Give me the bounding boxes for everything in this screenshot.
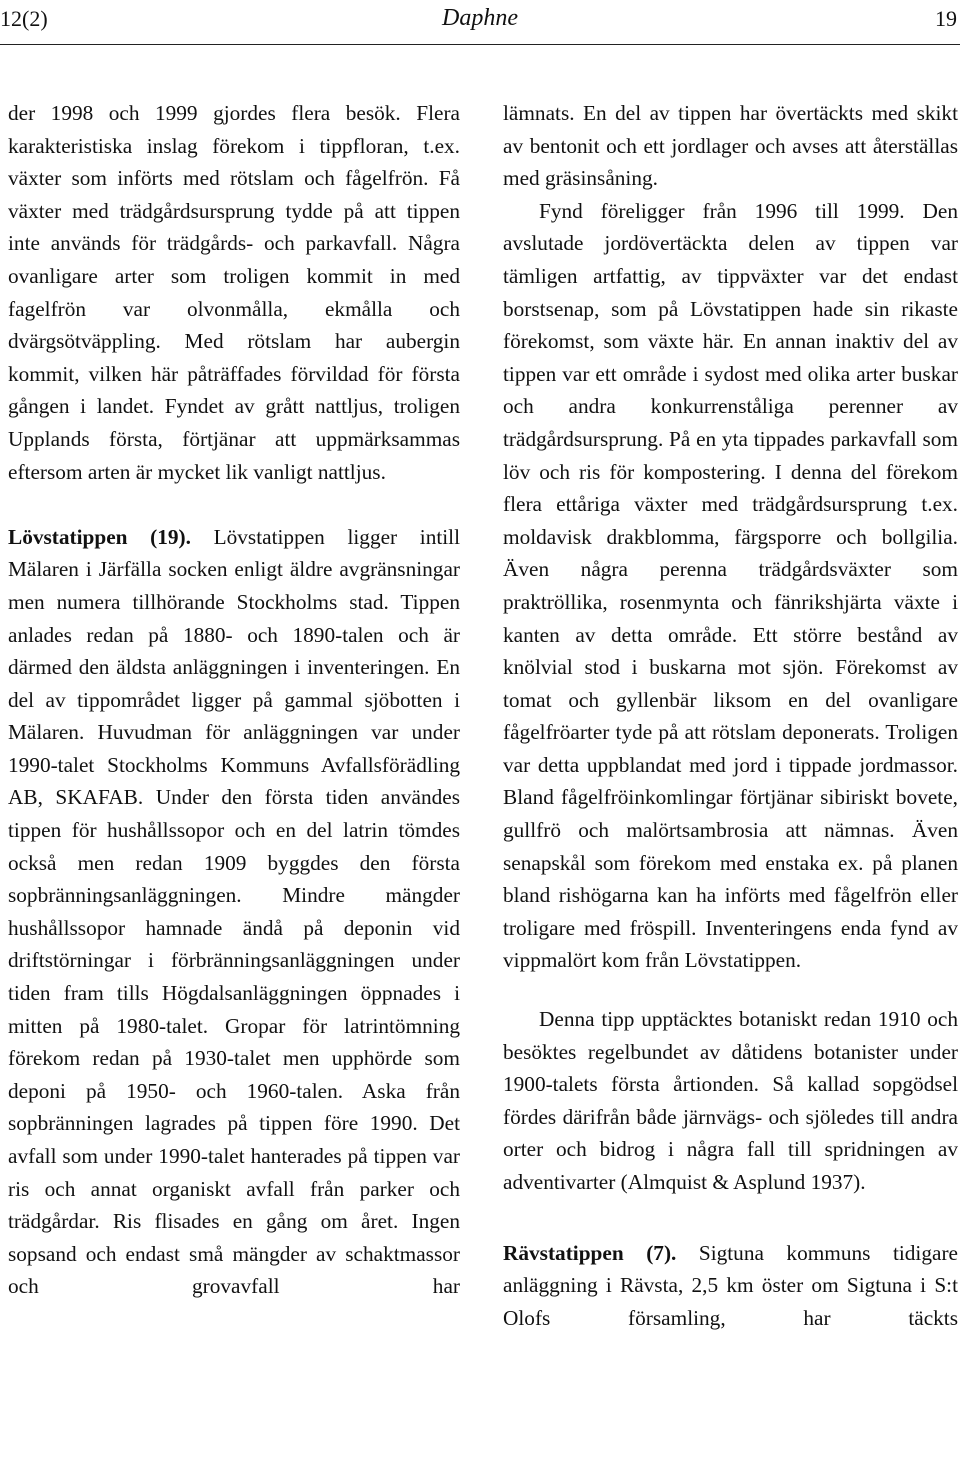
issue-number: 12(2) [0, 6, 48, 31]
paragraph: lämnats. En del av tippen har övertäckts med skikt av bentonit och ett jordlager och avses att återställas med gräsinsåning. [503, 101, 958, 191]
left-column [8, 97, 460, 1303]
right-column [503, 97, 958, 1334]
running-header [0, 0, 960, 50]
section-heading: Rävstatippen (7). [503, 1240, 677, 1265]
paragraph [503, 1237, 958, 1335]
journal-title: Daphne [442, 5, 518, 31]
page-number: 19 [935, 6, 957, 31]
paragraph-body: Lövstatippen ligger intill Mälaren i Järfälla socken enligt äldre avgränsningar men numera tillhörande Stockholms stad. Tippen anlades redan på 1880- och 1890-talen och är därmed den äldsta anläggningen i inventeringen. En del av tippområdet ligger på gammal sjöbotten i Mälaren. Huvudman för anläggningen var under 1990-talet Stockholms Kommuns Avfallsförädling AB, SKAFAB. Under den första tiden användes tippen för hushållssopor och en del latrin tömdes också men redan 1909 byggdes den första sopbränningsanläggningen. Mindre mängder hushållssopor hamnade ändå på deponin vid driftstörningar i förbränningsanläggningen under tiden fram tills Högdalsanläggningen öppnades i mitten på 1980-talet. Gropar för latrintömning förekom redan på 1930-talet men upphörde som deponi på 1950- och 1960-talen. Aska från sopbränningen lagrades på tippen före 1990. Det avfall som under 1990-talet hanterades på tippen var ris och annat organiskt avfall från parker och trädgårdar. Ris flisades en gång om året. Ingen sopsand och endast små mängder av schaktmassor och grovavfall har [8, 524, 461, 1299]
paragraph-body: Sigtuna kommuns tidigare anläggning i Rävsta, 2,5 km öster om Sigtuna i S:t Olofs församling, har täckts [503, 1240, 958, 1330]
header-rule [0, 44, 960, 45]
paragraph: Denna tipp upptäcktes botaniskt redan 1910 och besöktes regelbundet av dåtidens botanister under 1900-talets första årtionden. Så kallad sopgödsel fördes därifrån både järnvägs- och sjöledes till andra orter och bidrog i några fall till spridningen av adventivarter (Almquist & Asplund 1937). [503, 1007, 958, 1194]
paragraph [8, 521, 460, 1303]
paragraph: der 1998 och 1999 gjordes flera besök. Flera karakteristiska inslag förekom i tippfloran, t.ex. växter som införts med rötslam och fågelfrön. Få växter med trädgårdsursprung tydde på att tippen inte används för trädgårds- och parkavfall. Några ovanligare arter som troligen kommit in med fagelfrön var olvonmålla, ekmålla och dvärgsötväppling. Med rötslam har aubergin kommit, vilken här påträffades förvildad för första gången i landet. Fyndet av grått nattljus, troligen Upplands första, förtjänar att uppmärksammas eftersom arten är mycket lik vanligt nattljus. [8, 101, 460, 484]
section-heading: Lövstatippen (19). [8, 524, 191, 549]
paragraph: Fynd föreligger från 1996 till 1999. Den avslutade jordövertäckta delen av tippen var tämligen artfattig, av tippväxter var det endast borstsenap, som på Lövstatippen hade sin rikaste förekomst, som växte här. En annan inaktiv del av tippen var ett område i sydost med olika arter buskar och andra konkurrenståliga perenner av trädgårdsursprung. På en yta tippades parkavfall som löv och ris för kompostering. I denna del förekom flera ettåriga växter med trädgårdsursprung t.ex. moldavisk drakblomma, färgsporre och bollgilia. Även några perenna trädgårdsväxter som praktröllika, rosenmynta och fänrikshjärta växte i kanten av detta område. Ett större bestånd av knölvial stod i buskarna mot sjön. Förekomst av tomat och gyllenbär liksom en del ovanligare fågelfröarter tyde på att rötslam deponerats. Troligen var detta uppblandat med jord i tippade jordmassor. Bland fågelfröinkomlingar förtjänar sibiriskt bovete, gullfrö och malörtsambrosia att nämnas. Även senapskål som förekom med enstaka ex. på planen bland rishögarna kan ha införts med fågelfrön eller troligare med fröspill. Inventeringens enda fynd av vippmalört kom från Lövstatippen. [503, 198, 958, 973]
